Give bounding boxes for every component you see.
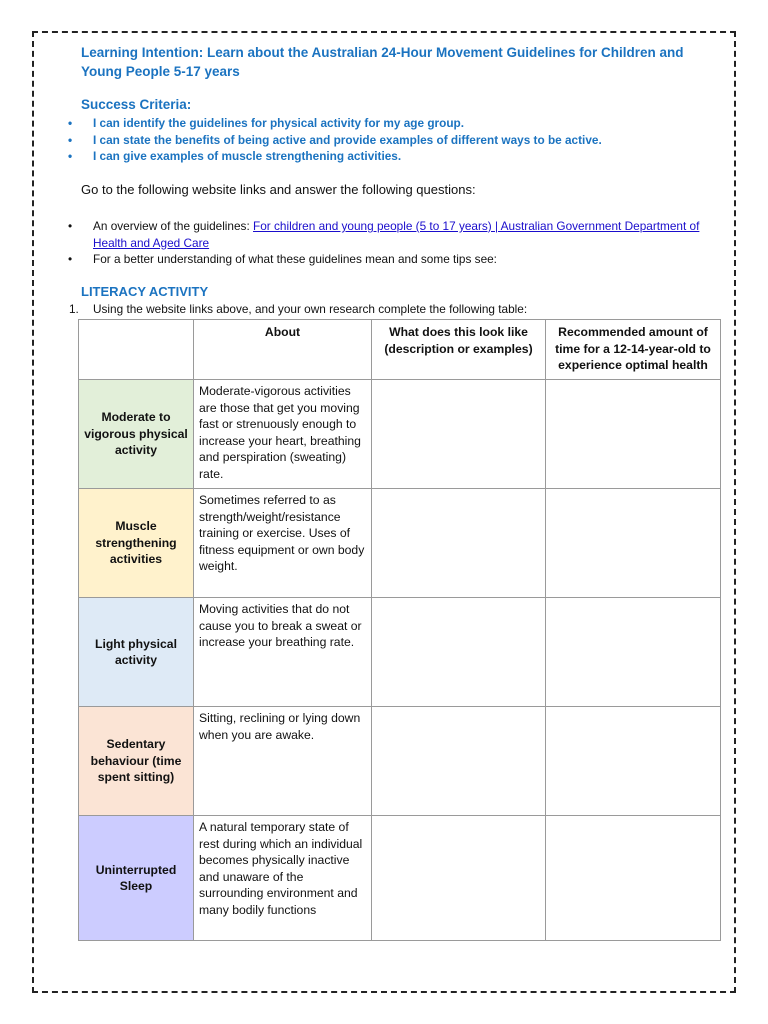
resource-prefix: For a better understanding of what these guidelines mean and some tips see: [93, 252, 497, 266]
about-cell: Sitting, reclining or lying down when you are awake. [194, 707, 372, 816]
looks-like-cell[interactable] [372, 707, 546, 816]
recommended-cell[interactable] [546, 380, 721, 489]
literacy-activity-heading: LITERACY ACTIVITY [81, 284, 209, 299]
recommended-cell[interactable] [546, 707, 721, 816]
header-cell-empty [79, 320, 194, 380]
table-row [79, 380, 721, 489]
about-cell: A natural temporary state of rest during which an individual becomes physically inactive and unaware of the surrounding environment and many bodily functions [194, 816, 372, 941]
resource-item [64, 218, 714, 251]
step-text: Using the website links above, and your own research complete the following table: [93, 302, 528, 316]
about-cell: Sometimes referred to as strength/weight/resistance training or exercise. Uses of fitness equipment or own body weight. [194, 489, 372, 598]
criteria-item [64, 148, 714, 165]
looks-like-cell[interactable] [372, 380, 546, 489]
bullet-icon: • [68, 252, 73, 266]
success-criteria-list [64, 115, 714, 165]
guidelines-overview-link[interactable]: For children and young people (5 to 17 years) | Australian Government Department of Health and Aged Care [93, 219, 700, 250]
table-row [79, 598, 721, 707]
looks-like-cell[interactable] [372, 489, 546, 598]
bullet-icon: • [68, 149, 73, 163]
resource-item [64, 251, 714, 268]
step-number: 1. [69, 302, 79, 316]
category-cell: Muscle strengthening activities [79, 489, 194, 598]
success-criteria-heading: Success Criteria: [81, 97, 192, 112]
recommended-cell[interactable] [546, 816, 721, 941]
table-row [79, 489, 721, 598]
criteria-text: I can give examples of muscle strengthening activities. [93, 149, 402, 163]
bullet-icon: • [68, 219, 73, 233]
step-instruction [69, 302, 527, 316]
criteria-text: I can identify the guidelines for physical activity for my age group. [93, 116, 465, 130]
instructions-intro: Go to the following website links and answer the following questions: [81, 182, 476, 197]
header-cell-recommended: Recommended amount of time for a 12-14-year-old to experience optimal health [546, 320, 721, 380]
about-cell: Moderate-vigorous activities are those that get you moving fast or strenuously enough to increase your heart, breathing and perspiration (sweating) rate. [194, 380, 372, 489]
header-cell-about: About [194, 320, 372, 380]
recommended-cell[interactable] [546, 489, 721, 598]
table-row [79, 816, 721, 941]
resource-prefix: An overview of the guidelines: [93, 219, 254, 233]
table-row [79, 707, 721, 816]
category-cell: Sedentary behaviour (time spent sitting) [79, 707, 194, 816]
resource-link-list [64, 218, 714, 268]
recommended-cell[interactable] [546, 598, 721, 707]
category-cell: Uninterrupted Sleep [79, 816, 194, 941]
category-cell: Moderate to vigorous physical activity [79, 380, 194, 489]
table-header-row [79, 320, 721, 380]
criteria-item [64, 132, 714, 149]
criteria-text: I can state the benefits of being active and provide examples of different ways to be active. [93, 132, 602, 147]
guidelines-table [78, 319, 721, 941]
looks-like-cell[interactable] [372, 816, 546, 941]
looks-like-cell[interactable] [372, 598, 546, 707]
about-cell: Moving activities that do not cause you to break a sweat or increase your breathing rate. [194, 598, 372, 707]
bullet-icon: • [68, 116, 73, 130]
criteria-item [64, 115, 714, 132]
bullet-icon: • [68, 132, 73, 147]
category-cell: Light physical activity [79, 598, 194, 707]
learning-intention-heading: Learning Intention: Learn about the Australian 24-Hour Movement Guidelines for Children and Young People 5-17 years [81, 45, 684, 79]
header-cell-looks-like: What does this look like (description or examples) [372, 320, 546, 380]
